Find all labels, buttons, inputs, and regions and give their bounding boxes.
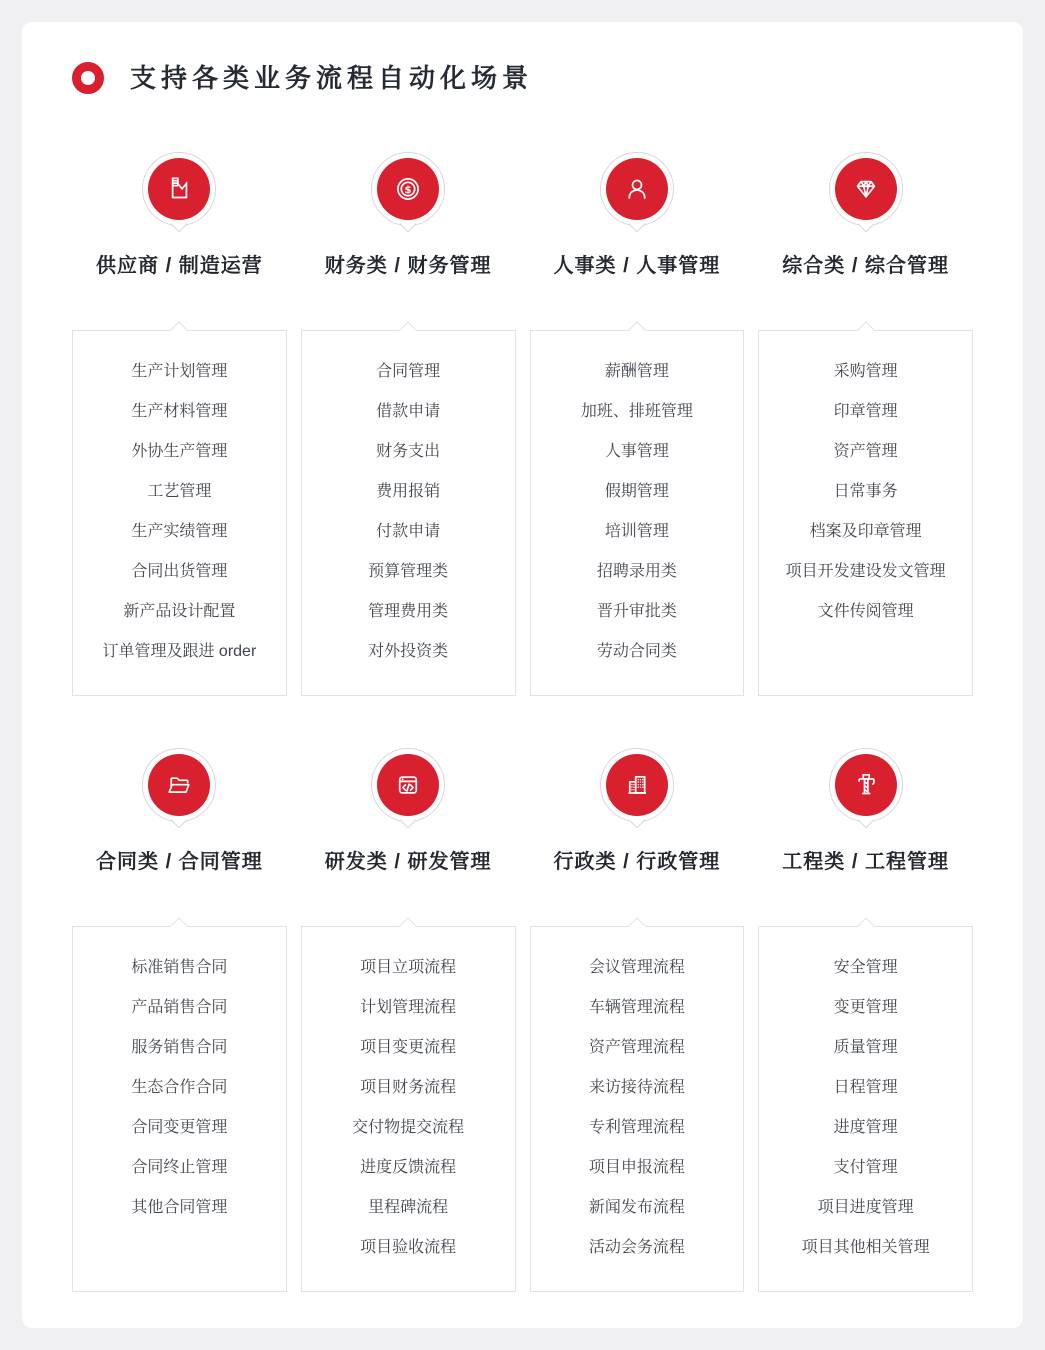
item-list: [308, 352, 509, 672]
crane-icon: [835, 754, 897, 816]
list-item: 产品销售合同: [131, 999, 228, 1016]
category-title: 行政类 / 行政管理: [553, 851, 721, 873]
list-item: 标准销售合同: [131, 959, 228, 976]
item-list: [765, 352, 966, 632]
factory-icon: [148, 158, 210, 220]
list-item: 文件传阅管理: [817, 603, 914, 620]
card-caret: [170, 917, 188, 935]
list-item: 项目申报流程: [588, 1159, 685, 1176]
balloon-outer-ring: [371, 152, 445, 226]
list-item: 活动会务流程: [588, 1239, 685, 1256]
list-item: 车辆管理流程: [588, 999, 685, 1016]
svg-text:$: $: [404, 184, 412, 196]
list-item: 进度反馈流程: [360, 1159, 457, 1176]
list-item: 对外投资类: [368, 643, 449, 660]
category-card: [530, 926, 745, 1292]
list-item: 生产实绩管理: [131, 523, 228, 540]
category-title: 供应商 / 制造运营: [96, 255, 263, 277]
card-caret: [856, 321, 874, 339]
list-item: 借款申请: [376, 403, 441, 420]
category-icon-balloon: [142, 748, 216, 822]
title-bullet-ring-icon: [72, 62, 104, 94]
item-list: [765, 948, 966, 1268]
category-card: [72, 330, 287, 696]
category-title: 人事类 / 人事管理: [553, 255, 721, 277]
list-item: 进度管理: [833, 1119, 898, 1136]
list-item: 合同终止管理: [131, 1159, 228, 1176]
list-item: 外协生产管理: [131, 443, 228, 460]
list-item: 生态合作合同: [131, 1079, 228, 1096]
list-item: 项目其他相关管理: [801, 1239, 930, 1256]
list-item: 培训管理: [604, 523, 669, 540]
category-title: 综合类 / 综合管理: [782, 255, 949, 277]
category-column: [758, 748, 973, 1292]
balloon-outer-ring: [600, 152, 674, 226]
list-item: 人事管理: [604, 443, 669, 460]
list-item: 资产管理: [833, 443, 898, 460]
list-item: 其他合同管理: [131, 1199, 228, 1216]
item-list: [537, 948, 738, 1268]
list-item: 来访接待流程: [588, 1079, 685, 1096]
category-icon-balloon: [142, 152, 216, 226]
category-column: [301, 748, 516, 1292]
list-item: 安全管理: [833, 959, 898, 976]
list-item: 会议管理流程: [588, 959, 685, 976]
card-caret: [170, 321, 188, 339]
category-icon-balloon: [829, 748, 903, 822]
page-header: [72, 61, 973, 95]
list-item: 变更管理: [833, 999, 898, 1016]
diamond-icon: [835, 158, 897, 220]
list-item: 工艺管理: [147, 483, 212, 500]
list-item: 印章管理: [833, 403, 898, 420]
list-item: 合同管理: [376, 363, 441, 380]
item-list: [79, 352, 280, 672]
list-item: 招聘录用类: [596, 563, 677, 580]
sections-container: [72, 152, 973, 1292]
category-card: [301, 926, 516, 1292]
user-icon: [606, 158, 668, 220]
balloon-outer-ring: [600, 748, 674, 822]
dollar-coin-icon: [377, 158, 439, 220]
page-title: 支持各类业务流程自动化场景: [130, 63, 534, 93]
category-title: 财务类 / 财务管理: [324, 255, 492, 277]
category-section-row: [72, 748, 973, 1292]
list-item: 档案及印章管理: [809, 523, 922, 540]
category-title: 工程类 / 工程管理: [782, 851, 949, 873]
code-window-icon: [377, 754, 439, 816]
category-title: 合同类 / 合同管理: [96, 851, 263, 873]
list-item: 费用报销: [376, 483, 441, 500]
list-item: 管理费用类: [368, 603, 449, 620]
category-icon-balloon: [371, 748, 445, 822]
category-icon-balloon: [600, 152, 674, 226]
category-icon-balloon: [371, 152, 445, 226]
category-card: [301, 330, 516, 696]
card-caret: [628, 321, 646, 339]
list-item: 新闻发布流程: [588, 1199, 685, 1216]
category-card: [758, 926, 973, 1292]
list-item: 项目开发建设发文管理: [785, 563, 946, 580]
item-list: [308, 948, 509, 1268]
list-item: 假期管理: [604, 483, 669, 500]
list-item: 生产计划管理: [131, 363, 228, 380]
balloon-outer-ring: [142, 748, 216, 822]
list-item: 项目验收流程: [360, 1239, 457, 1256]
list-item: 项目立项流程: [360, 959, 457, 976]
list-item: 支付管理: [833, 1159, 898, 1176]
category-section-row: [72, 152, 973, 696]
list-item: 计划管理流程: [360, 999, 457, 1016]
balloon-outer-ring: [142, 152, 216, 226]
building-icon: [606, 754, 668, 816]
item-list: [537, 352, 738, 672]
list-item: 晋升审批类: [596, 603, 677, 620]
main-panel: [22, 22, 1023, 1328]
list-item: 日常事务: [833, 483, 898, 500]
balloon-outer-ring: [829, 152, 903, 226]
list-item: 预算管理类: [368, 563, 449, 580]
category-column: [72, 748, 287, 1292]
category-title: 研发类 / 研发管理: [324, 851, 492, 873]
list-item: 财务支出: [376, 443, 441, 460]
list-item: 质量管理: [833, 1039, 898, 1056]
list-item: 采购管理: [833, 363, 898, 380]
list-item: 项目变更流程: [360, 1039, 457, 1056]
category-card: [758, 330, 973, 696]
folder-icon: [148, 754, 210, 816]
category-icon-balloon: [829, 152, 903, 226]
list-item: 劳动合同类: [596, 643, 677, 660]
card-caret: [856, 917, 874, 935]
list-item: 生产材料管理: [131, 403, 228, 420]
balloon-outer-ring: [371, 748, 445, 822]
list-item: 订单管理及跟进 order: [102, 643, 257, 660]
list-item: 里程碑流程: [368, 1199, 449, 1216]
list-item: 服务销售合同: [131, 1039, 228, 1056]
list-item: 项目财务流程: [360, 1079, 457, 1096]
list-item: 交付物提交流程: [352, 1119, 465, 1136]
list-item: 新产品设计配置: [123, 603, 236, 620]
category-column: [530, 748, 745, 1292]
category-icon-balloon: [600, 748, 674, 822]
card-caret: [628, 917, 646, 935]
category-column: [301, 152, 516, 696]
list-item: 加班、排班管理: [580, 403, 693, 420]
list-item: 资产管理流程: [588, 1039, 685, 1056]
list-item: 薪酬管理: [604, 363, 669, 380]
list-item: 项目进度管理: [817, 1199, 914, 1216]
list-item: 专利管理流程: [588, 1119, 685, 1136]
list-item: 日程管理: [833, 1079, 898, 1096]
card-caret: [399, 917, 417, 935]
list-item: 付款申请: [376, 523, 441, 540]
item-list: [79, 948, 280, 1228]
category-column: [758, 152, 973, 696]
category-card: [530, 330, 745, 696]
list-item: 合同出货管理: [131, 563, 228, 580]
card-caret: [399, 321, 417, 339]
category-card: [72, 926, 287, 1292]
category-column: [530, 152, 745, 696]
balloon-outer-ring: [829, 748, 903, 822]
list-item: 合同变更管理: [131, 1119, 228, 1136]
category-column: [72, 152, 287, 696]
